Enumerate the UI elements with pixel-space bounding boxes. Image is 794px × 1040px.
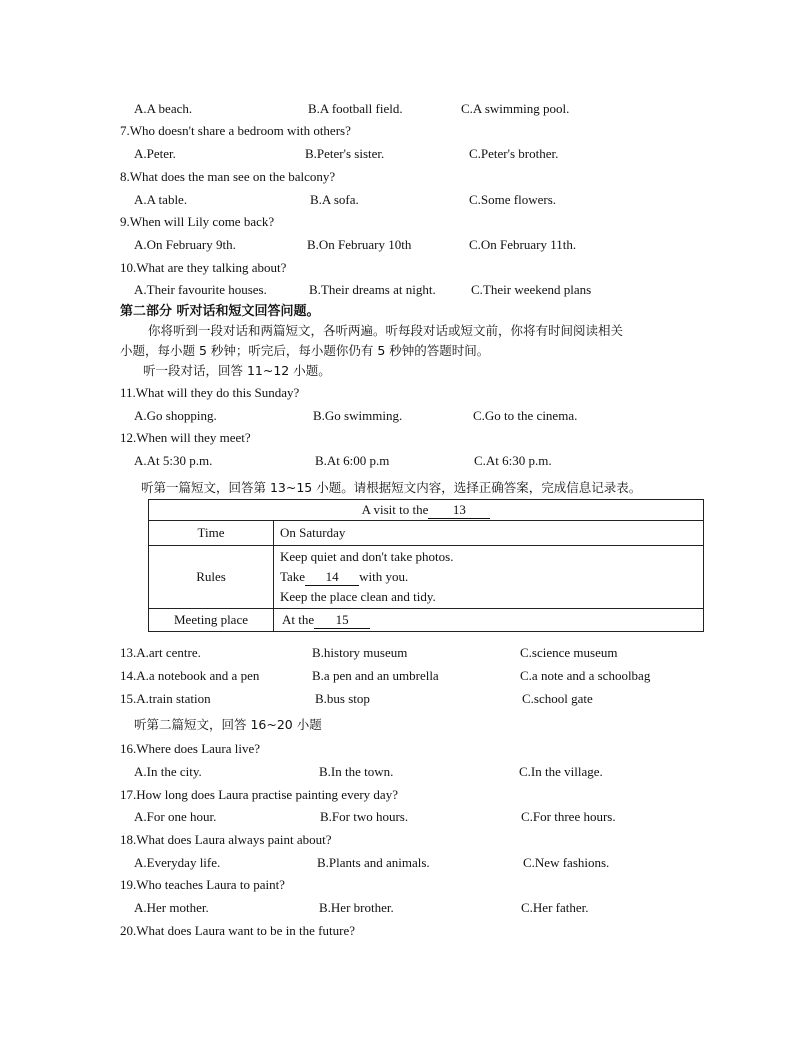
instruction-text: 听第二篇短文，回答 16~20 小题 — [134, 717, 322, 732]
option-c: C.For three hours. — [521, 809, 616, 824]
question-text: 11.What will they do this Sunday? — [120, 385, 300, 400]
info-record-table — [148, 499, 704, 632]
time-value: On Saturday — [274, 521, 704, 546]
question-text: 18.What does Laura always paint about? — [120, 832, 332, 847]
option-b: B.A football field. — [308, 101, 403, 116]
instructions-line-2 — [0, 341, 794, 361]
option-b: B.At 6:00 p.m — [315, 453, 390, 468]
meeting-label: Meeting place — [149, 609, 274, 632]
option-a: A.Their favourite houses. — [134, 282, 267, 297]
option-b: B.Peter's sister. — [305, 146, 385, 161]
option-c: C.a note and a schoolbag — [520, 668, 651, 683]
options-q17 — [0, 807, 794, 827]
option-a: A.Peter. — [134, 146, 176, 161]
question-11 — [0, 383, 794, 403]
question-13 — [0, 643, 794, 663]
options-q18 — [0, 853, 794, 873]
blank-14[interactable]: 14 — [305, 569, 359, 586]
question-19 — [0, 875, 794, 895]
table-row-rules — [149, 546, 704, 609]
question-9 — [0, 212, 794, 232]
option-a: A.Everyday life. — [134, 855, 221, 870]
rule-1: Keep quiet and don't take photos. — [280, 549, 454, 564]
options-q19 — [0, 898, 794, 918]
option-b: B.history museum — [312, 645, 408, 660]
option-c: C.Her father. — [521, 900, 589, 915]
question-text: 9.When will Lily come back? — [120, 214, 275, 229]
meeting-value: At the 15 — [274, 609, 704, 632]
question-text: 7.Who doesn't share a bedroom with others? — [120, 123, 351, 138]
option-c: C.In the village. — [519, 764, 603, 779]
option-c: C.At 6:30 p.m. — [474, 453, 552, 468]
options-q16 — [0, 762, 794, 782]
option-a: A.A beach. — [134, 101, 193, 116]
instruction-text: 你将听到一段对话和两篇短文，各听两遍。听每段对话或短文前，你将有时间阅读相关 — [148, 323, 624, 338]
options-q10 — [0, 280, 794, 300]
blank-15[interactable]: 15 — [314, 612, 370, 629]
question-text: 12.When will they meet? — [120, 430, 251, 445]
options-q7 — [0, 144, 794, 164]
options-q6 — [0, 99, 794, 119]
question-7 — [0, 121, 794, 141]
question-14 — [0, 666, 794, 686]
option-b: B.A sofa. — [310, 192, 359, 207]
option-a: 13.A.art centre. — [120, 645, 201, 660]
option-a: A.At 5:30 p.m. — [134, 453, 213, 468]
option-c: C.Their weekend plans — [471, 282, 592, 297]
question-text: 20.What does Laura want to be in the future? — [120, 923, 355, 938]
option-b: B.For two hours. — [320, 809, 409, 824]
passage-2-instruction — [0, 715, 794, 735]
option-a: 14.A.a notebook and a pen — [120, 668, 260, 683]
blank-13[interactable]: 13 — [428, 502, 490, 519]
rule-2: Take 14 with you. — [280, 569, 409, 584]
option-b: B.Plants and animals. — [317, 855, 430, 870]
option-a: 15.A.train station — [120, 691, 211, 706]
section-heading — [0, 302, 794, 322]
option-c: C.A swimming pool. — [461, 101, 570, 116]
options-q12 — [0, 451, 794, 471]
section-title: 第二部分 听对话和短文回答问题。 — [120, 304, 320, 319]
option-b: B.On February 10th — [307, 237, 412, 252]
question-text: 8.What does the man see on the balcony? — [120, 169, 336, 184]
option-b: B.bus stop — [315, 691, 370, 706]
option-c: C.Peter's brother. — [469, 146, 559, 161]
option-a: A.On February 9th. — [134, 237, 236, 252]
table-title-row — [149, 500, 704, 521]
question-text: 16.Where does Laura live? — [120, 741, 261, 756]
option-c: C.Go to the cinema. — [473, 408, 578, 423]
option-c: C.New fashions. — [523, 855, 610, 870]
question-17 — [0, 785, 794, 805]
question-15 — [0, 689, 794, 709]
option-b: B.a pen and an umbrella — [312, 668, 439, 683]
option-a: A.A table. — [134, 192, 188, 207]
question-18 — [0, 830, 794, 850]
question-text: 10.What are they talking about? — [120, 260, 287, 275]
option-b: B.Her brother. — [319, 900, 394, 915]
option-a: A.In the city. — [134, 764, 202, 779]
option-a: A.For one hour. — [134, 809, 217, 824]
option-c: C.Some flowers. — [469, 192, 557, 207]
passage-1-instruction — [0, 478, 794, 498]
table-row-meeting — [149, 609, 704, 632]
question-8 — [0, 167, 794, 187]
question-text: 17.How long does Laura practise painting every day? — [120, 787, 398, 802]
question-20 — [0, 921, 794, 941]
instruction-text: 小题，每小题 5 秒钟；听完后，每小题你仍有 5 秒钟的答题时间。 — [120, 343, 490, 358]
option-b: B.In the town. — [319, 764, 394, 779]
option-a: A.Her mother. — [134, 900, 209, 915]
dialog-instruction — [0, 361, 794, 381]
options-q11 — [0, 406, 794, 426]
options-q8 — [0, 190, 794, 210]
question-text: 19.Who teaches Laura to paint? — [120, 877, 285, 892]
table-row-time — [149, 521, 704, 546]
option-c: C.science museum — [520, 645, 618, 660]
option-c: C.On February 11th. — [469, 237, 577, 252]
instruction-text: 听一段对话，回答 11~12 小题。 — [143, 363, 331, 378]
table-title: A visit to the 13 — [149, 500, 704, 521]
instructions-line-1 — [0, 321, 794, 341]
rule-3: Keep the place clean and tidy. — [280, 589, 436, 604]
question-12 — [0, 428, 794, 448]
rules-value — [274, 546, 704, 609]
option-a: A.Go shopping. — [134, 408, 217, 423]
time-label: Time — [149, 521, 274, 546]
question-10 — [0, 258, 794, 278]
question-16 — [0, 739, 794, 759]
options-q9 — [0, 235, 794, 255]
option-b: B.Go swimming. — [313, 408, 403, 423]
instruction-text: 听第一篇短文，回答第 13~15 小题。请根据短文内容，选择正确答案，完成信息记录表。 — [141, 480, 642, 495]
option-c: C.school gate — [522, 691, 593, 706]
rules-label: Rules — [149, 546, 274, 609]
option-b: B.Their dreams at night. — [309, 282, 436, 297]
